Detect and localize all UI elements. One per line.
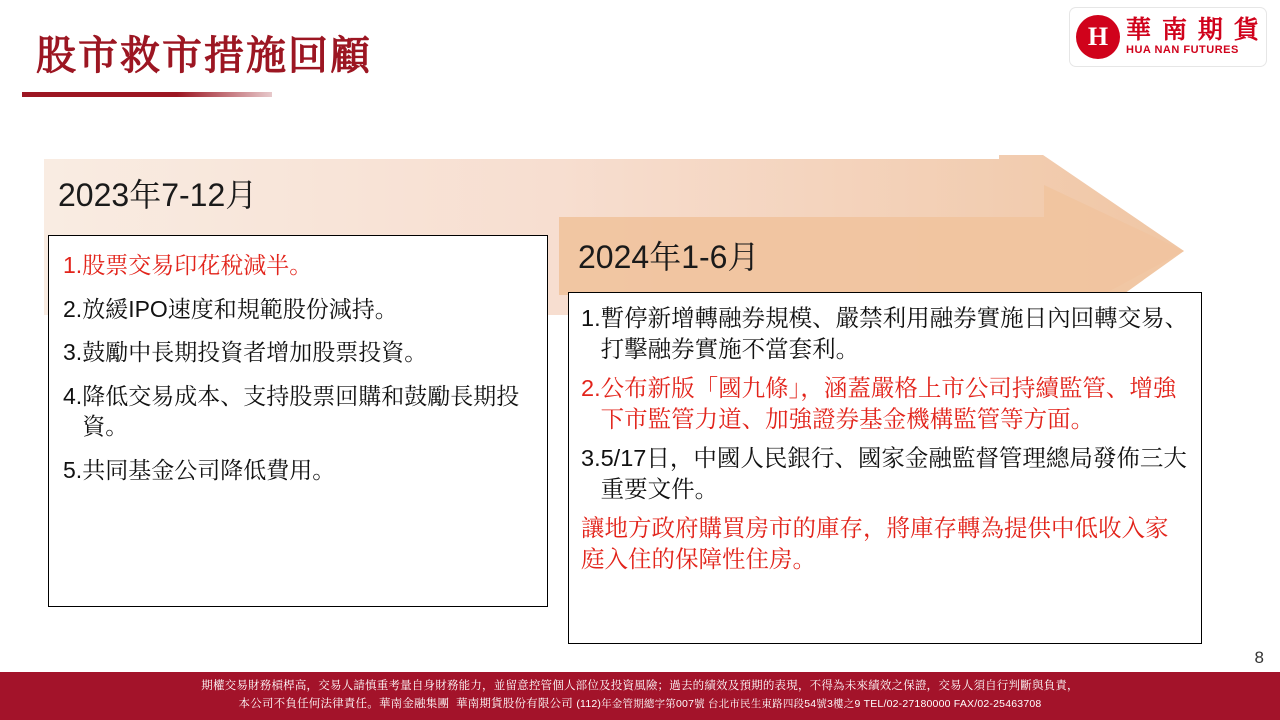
list-item-number: 3. (63, 339, 83, 366)
list-item (63, 250, 533, 281)
list-item (581, 303, 1189, 365)
footer-company-name: 華南期貨股份有限公司 (455, 698, 573, 711)
title-underline-divider (22, 92, 272, 97)
logo-mark-icon: H (1076, 15, 1120, 59)
list-item-text-highlight: 公布新版「國九條」，涵蓋嚴格上市公司持續監管、增強下市監管力道、加強證券基金機構監管 (600, 375, 1177, 433)
footer-license-info: (112)年金管期總字第007號 台北市民生東路四段54號3樓之9 TEL/02-27180000 FAX/02-25463708 (576, 698, 1042, 711)
phase-1-content-box (48, 235, 548, 607)
footer-line-1: 期權交易財務槓桿高，交易人請慎重考量自身財務能力，並留意控管個人部位及投資風險；過去的績效及預期的表現，不得為未來績效之保證，交易人須自行判斷與負責， (201, 680, 1079, 692)
list-item (581, 373, 1189, 435)
page-number: 8 (1254, 648, 1264, 667)
phase-1-heading: 2023年7-12月 (58, 177, 258, 213)
list-item-text: 暫停新增轉融券規模、嚴禁利用融券實施日內回轉交易、打擊融券實施不當套利。 (600, 305, 1189, 363)
footer-line-2 (0, 695, 1280, 713)
phase-2-content-box (568, 292, 1202, 644)
logo-text (1126, 17, 1261, 57)
list-item-text: 5/17日，中國人民銀行、國家金融監督管理總局發佈三大重要文件。 (600, 445, 1187, 503)
list-item-number: 1. (63, 252, 83, 278)
phase-2-note: 讓地方政府購買房市的庫存，將庫存轉為提供中低收入家庭入住的保障性住房。 (581, 515, 1169, 573)
footer-disclaimer (0, 672, 1280, 720)
list-item-text-tail: 等方面。 (1000, 406, 1095, 433)
company-logo (1070, 8, 1266, 66)
list-item (63, 294, 533, 325)
page-title: 股市救市措施回顧 (36, 34, 372, 78)
list-item-text: 鼓勵中長期投資者增加股票投資。 (82, 339, 428, 366)
list-item (63, 337, 533, 368)
list-item-number: 4. (63, 382, 83, 409)
list-item-text: 放緩IPO速度和規範股份減持。 (82, 295, 398, 322)
list-item-number: 2. (63, 295, 83, 322)
footer-company-group: 本公司不負任何法律責任。華南金融集團 (238, 698, 450, 711)
phase-2-heading: 2024年1-6月 (578, 239, 760, 275)
list-item-text: 降低交易成本、支持股票回購和鼓勵長期投資。 (82, 382, 520, 440)
logo-english-name: HUA NAN FUTURES (1126, 44, 1239, 57)
list-item (581, 443, 1189, 505)
list-item-number: 2. (581, 375, 601, 402)
list-item-text (601, 373, 1189, 435)
list-item (63, 381, 533, 442)
list-item-number: 5. (63, 456, 83, 483)
logo-chinese-name: 華 南 期 貨 (1126, 16, 1261, 45)
list-item-text: 共同基金公司降低費用。 (82, 456, 336, 483)
list-item-number: 1. (581, 305, 601, 331)
list-item (63, 455, 533, 486)
list-item-text: 股票交易印花稅減半。 (82, 252, 313, 278)
list-item-number: 3. (581, 445, 601, 472)
